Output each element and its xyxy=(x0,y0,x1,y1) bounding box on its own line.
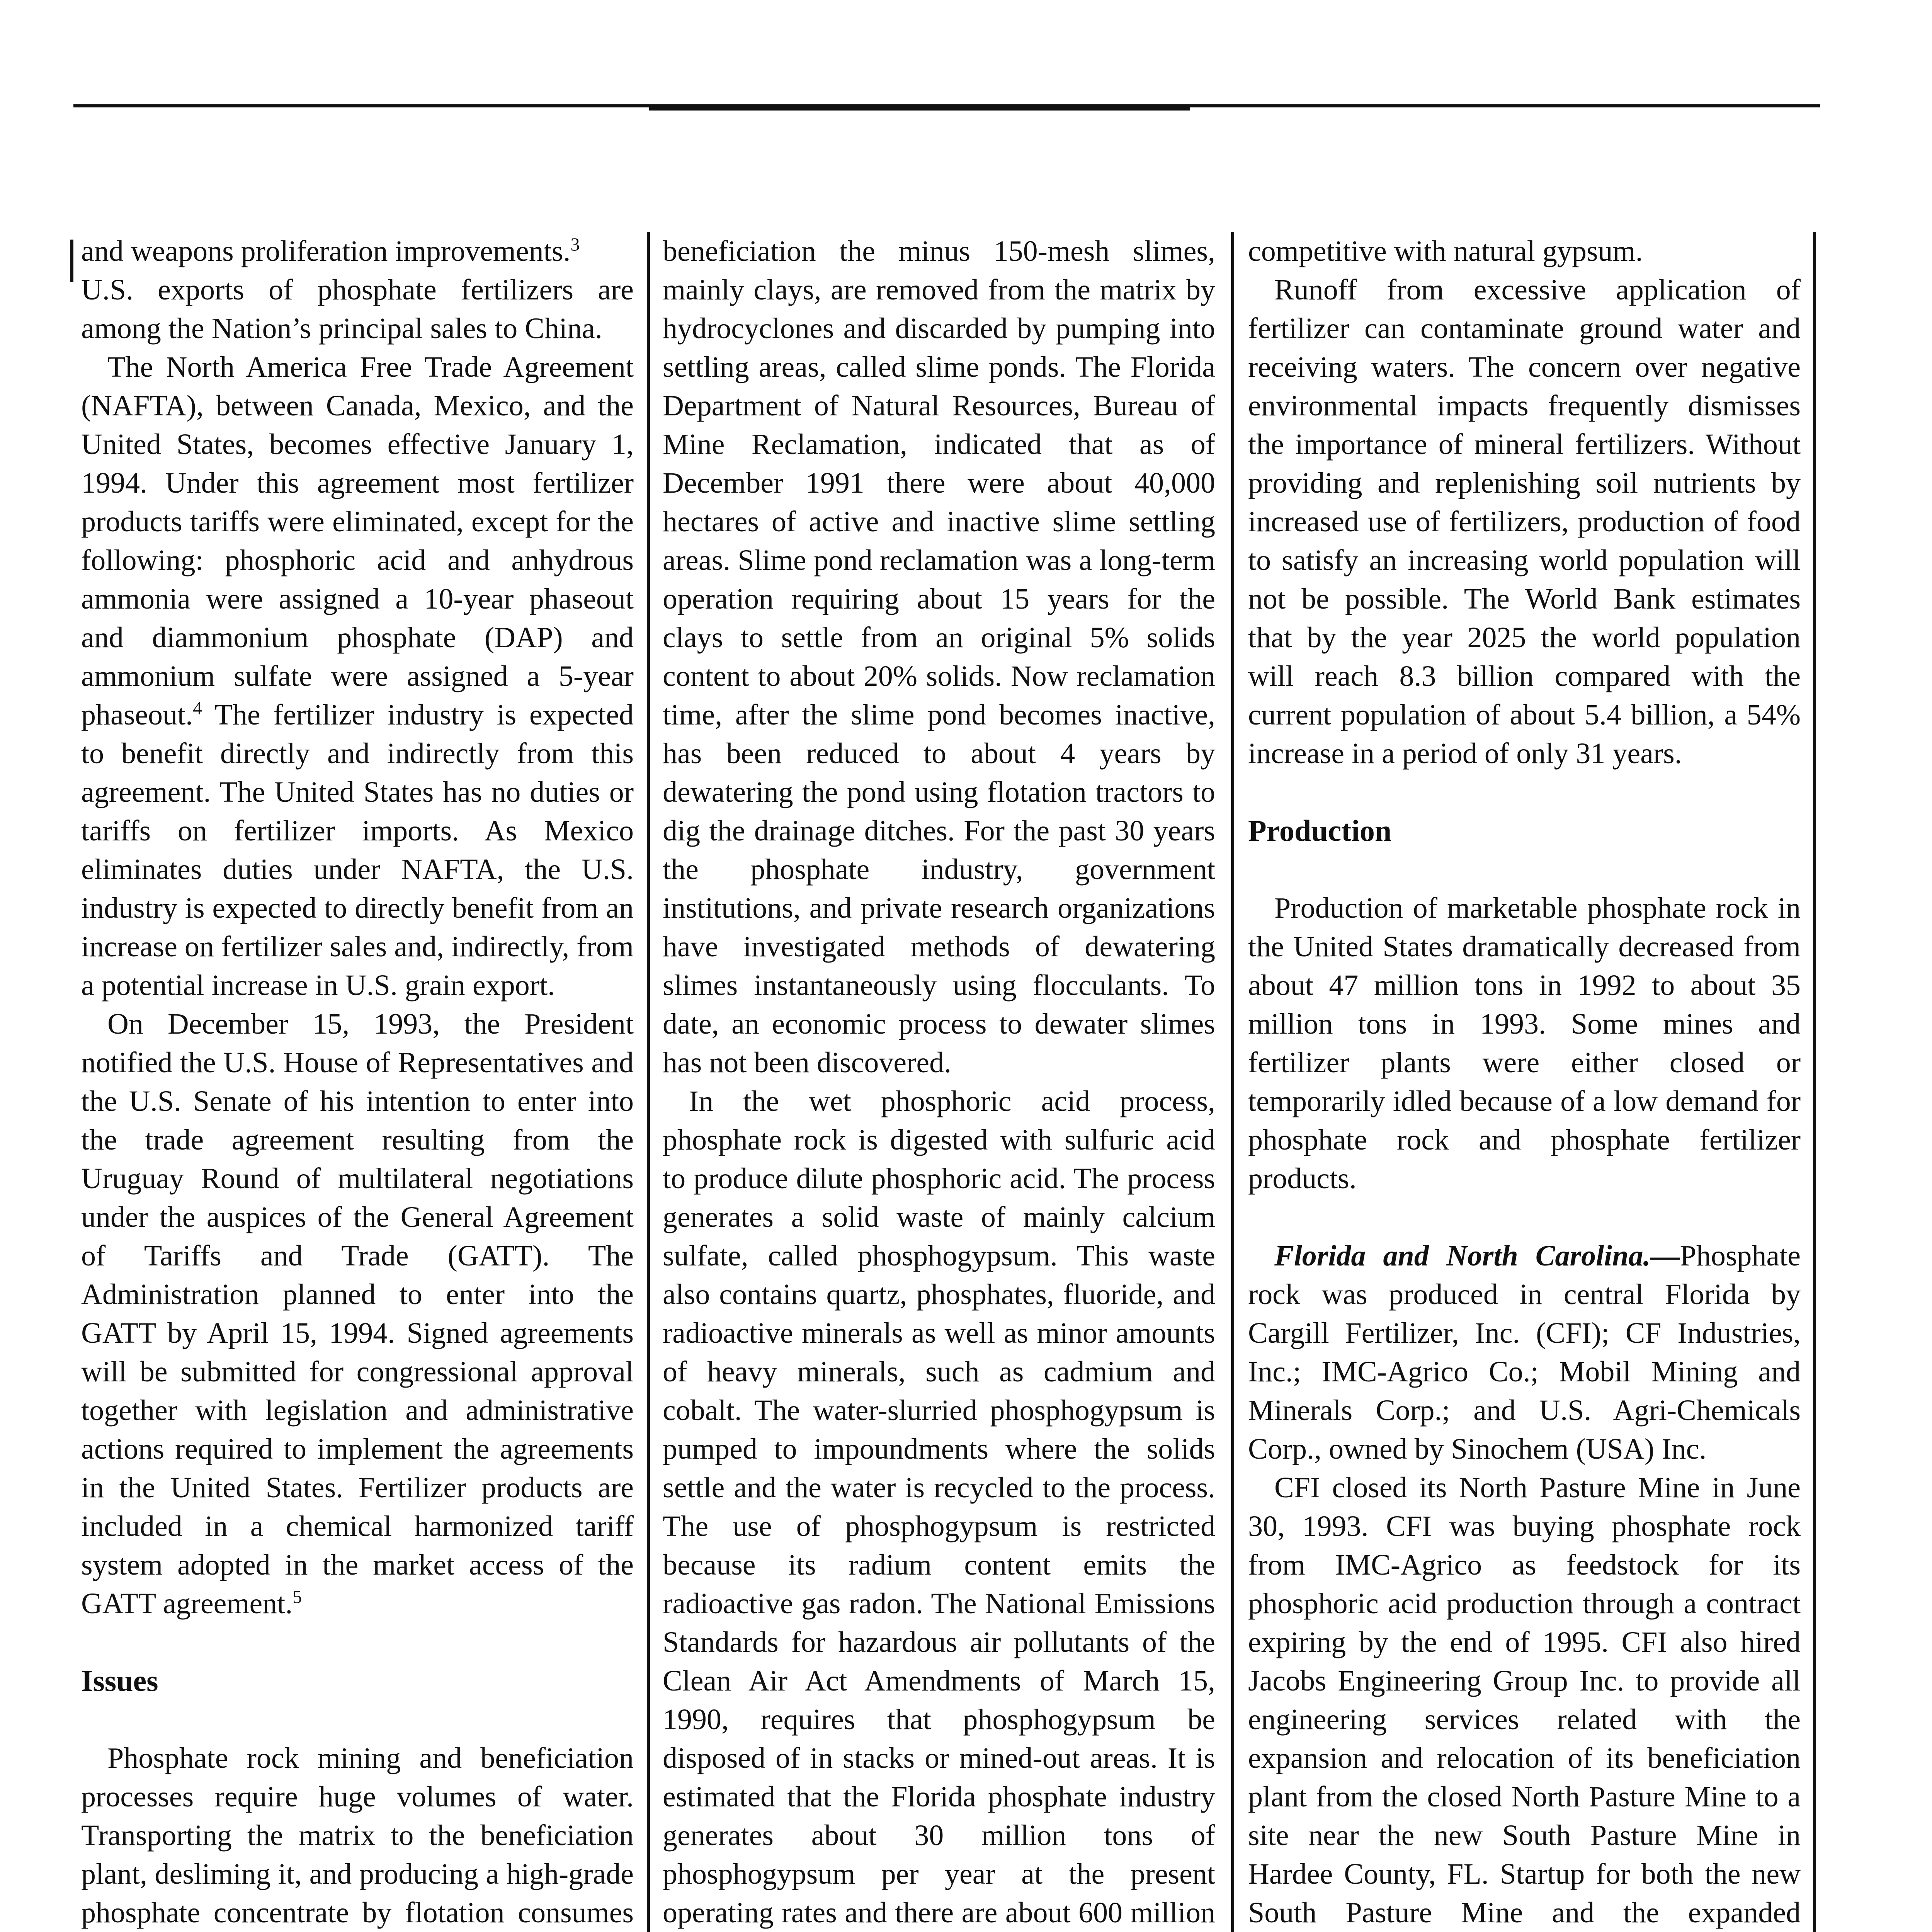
column-2 xyxy=(663,232,1215,1932)
column-1 xyxy=(81,232,634,1932)
section-heading-production: Production xyxy=(1248,814,1392,847)
subsection-runin-heading: Florida and North Carolina.— xyxy=(1274,1240,1680,1272)
paragraph: competitive with natural gypsum. xyxy=(1248,235,1643,267)
paragraph: Phosphate rock mining and beneficiation processes require huge volumes of water. Transporting the matrix to the beneficiation plant, desliming it, and producing a high-grade phosphate concentrate by flotation consumes xyxy=(81,1742,634,1929)
paragraph: and weapons proliferation improvements.$^3$ xyxy=(81,234,580,267)
column-divider-1 xyxy=(647,232,650,1932)
section-heading-issues: Issues xyxy=(81,1664,158,1697)
paragraph: Production of marketable phosphate rock in the United States dramatically decreased from about 47 million tons in 1992 to about 35 million tons in 1993. Some mines and fertilizer plants were either closed or temporarily idled because of a low demand for phosphate rock and phosphate fertilizer products. xyxy=(1248,892,1801,1195)
left-margin-mark-top xyxy=(70,240,73,282)
footnote-ref: 4 xyxy=(193,698,202,719)
paragraph: The North America Free Trade Agreement (NAFTA), between Canada, Mexico, and the United States, becomes effective January 1, 1994. Under this agreement most fertilizer products tariffs were eliminated, except for the following: phosphoric acid and anhydrous ammonia were assigned a 10-year phaseout and diammonium phosphate (DAP) and ammonium sulfate were assigned a 5-year phaseout.$^4$ The fertilizer industry is expected to benefit directly and indirectly from this agreement. The United States has no duties or tariffs on fertilizer imports. As Mexico eliminates duties under NAFTA, the U.S. industry is expected to directly benefit from an increase on fertilizer sales and, indirectly, from a potential increase in U.S. grain export. xyxy=(81,351,634,1002)
paragraph: In the wet phosphoric acid process, phosphate rock is digested with sulfuric acid to produce dilute phosphoric acid. The process generates a solid waste of mainly calcium sulfate, called phosphogypsum. This waste also contains quartz, phosphates, fluoride, and radioactive minerals as well as minor amounts of heavy minerals, such as cadmium and cobalt. The water-slurried phosphogypsum is pumped to impoundments where the solids settle and the water is recycled to the process. The use of phosphogypsum is restricted because its radium content emits the radioactive gas radon. The National Emissions Standards for hazardous air pollutants of the Clean Air Act Amendments of March 15, 1990, requires that phosphogypsum be disposed of in stacks or mined-out areas. It is estimated that the Florida phosphate industry generates about 30 million tons of phosphogypsum per year at the present operating rates and there are about 600 million xyxy=(663,1085,1215,1929)
footnote-ref: 3 xyxy=(570,234,580,255)
column-3 xyxy=(1248,232,1801,1932)
paragraph: Florida and North Carolina.—Phosphate rock was produced in central Florida by Cargill Fertilizer, Inc. (CFI); CF Industries, Inc.; IMC-Agrico Co.; Mobil Mining and Minerals Corp.; and U.S. Agri-Chemicals Corp., owned by Sinochem (USA) Inc. xyxy=(1248,1240,1801,1465)
paragraph: U.S. exports of phosphate fertilizers are among the Nation’s principal sales to China. xyxy=(81,274,634,345)
paragraph: On December 15, 1993, the President notified the U.S. House of Representatives and the U.S. Senate of his intention to enter into the trade agreement resulting from the Uruguay Round of multilateral negotiations under the auspices of the General Agreement of Tariffs and Trade (GATT). The Administration planned to enter into the GATT by April 15, 1994. Signed agreements will be submitted for congressional approval together with legislation and administrative actions required to implement the agreements in the United States. Fertilizer products are included in a chemical harmonized tariff system adopted in the market access of the GATT agreement.$^5$ xyxy=(81,1008,634,1620)
column-divider-2 xyxy=(1231,232,1234,1932)
paragraph: beneficiation the minus 150-mesh slimes, mainly clays, are removed from the matrix by hydrocyclones and discarded by pumping into settling areas, called slime ponds. The Florida Department of Natural Resources, Bureau of Mine Reclamation, indicated that as of December 1991 there were about 40,000 hectares of active and inactive slime settling areas. Slime pond reclamation was a long-term operation requiring about 15 years for the clays to settle from an original 5% solids content to about 20% solids. Now reclamation time, after the slime pond becomes inactive, has been reduced to about 4 years by dewatering the pond using flotation tractors to dig the drainage ditches. For the past 30 years the phosphate industry, government institutions, and private research organizations have investigated methods of dewatering slimes instantaneously using flocculants. To date, an economic process to dewater slimes has not been discovered. xyxy=(663,235,1215,1079)
column-divider-right xyxy=(1813,232,1816,1932)
header-rule-accent xyxy=(649,107,1190,111)
paragraph: CFI closed its North Pasture Mine in June 30, 1993. CFI was buying phosphate rock from IMC-Agrico as feedstock for its phosphoric acid production through a contract expiring by the end of 1995. CFI also hired Jacobs Engineering Group Inc. to provide all engineering services related with the expansion and relocation of its beneficiation plant from the closed North Pasture Mine to a site near the new South Pasture Mine in Hardee County, FL. Startup for both the new South Pasture Mine and the expanded xyxy=(1248,1471,1801,1929)
paragraph: Runoff from excessive application of fertilizer can contaminate ground water and receiving waters. The concern over negative environmental impacts frequently dismisses the importance of mineral fertilizers. Without providing and replenishing soil nutrients by increased use of fertilizers, production of food to satisfy an increasing world population will not be possible. The World Bank estimates that by the year 2025 the world population will reach 8.3 billion compared with the current population of about 5.4 billion, a 54% increase in a period of only 31 years. xyxy=(1248,274,1801,770)
footnote-ref: 5 xyxy=(293,1587,302,1607)
